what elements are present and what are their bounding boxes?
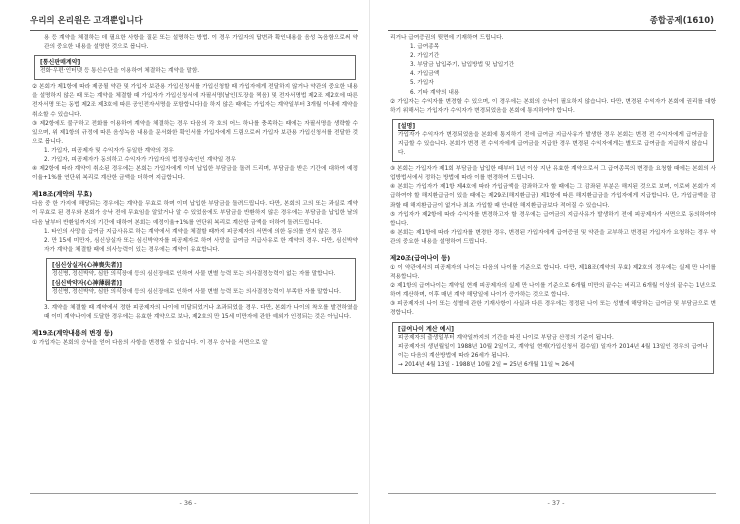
intro-paragraph: 리거나 급여증권의 뒷면에 기재하여 드립니다. — [390, 35, 504, 41]
left-page-number: - 36 - — [179, 499, 197, 507]
mail-order-contract-box — [34, 55, 356, 80]
left-page-body — [32, 34, 358, 496]
clause-3-item-1: 1. 가입자, 피공제자 및 수익자가 동일한 계약의 경우 — [44, 147, 174, 154]
intro-paragraph: 용 등 계약을 체결하는 데 필요한 사항을 질문 또는 설명하는 방법. 이 경우 가입자의 답변과 확인내용을 음성 녹음함으로써 약관의 중요한 내용을 설명한 것으로 봅니다. — [44, 35, 358, 51]
change-item: 3. 부담금 납입주기, 납입방법 및 납입기간 — [410, 62, 515, 69]
change-item: 5. 가입자 — [410, 80, 434, 87]
article-19-clause-1: ① 가입자는 본회의 승낙을 얻어 다음의 사항을 변경할 수 있습니다. 이 경우 승낙을 서면으로 알 — [32, 340, 268, 347]
clause-3: ③ 제2항에도 불구하고 전화를 이용하여 계약을 체결하는 경우 다음의 각 호의 어느 하나를 충족하는 때에는 자필서명을 생략할 수 있으며, 위 제1항의 규정에 따른 음성녹음 내용을 문서화한 확인서를 가입자에게 드림으로써 가입자 보관용 가입신청서를 전달한 것으로 봅니다. — [32, 120, 358, 145]
definition-title-2: [심신박약자(心神薄弱者)] — [52, 279, 122, 287]
article-20-clause-2: ② 제1항의 급여나이는 계약일 현재 피공제자의 실제 만 나이를 기준으로 6개월 미만의 끝수는 버리고 6개월 이상의 끝수는 1년으로 하여 계산하며, 이후 매년 계약 해당일에 나이가 증가하는 것으로 합니다. — [390, 283, 716, 299]
example-text-1: 피공제자의 출생일부터 계약일까지의 기간을 따진 나이로 부담금 산정의 기준이 됩니다. — [398, 334, 614, 341]
box-title: [설명] — [398, 122, 416, 130]
example-formula: → 2014년 4월 13일 - 1988년 10월 2일 = 25년 6개월 11일 ≒ 26세 — [398, 361, 575, 368]
article-20-clause-3: ③ 피공제자의 나이 또는 성별에 관한 기재사항이 사실과 다른 경우에는 정정된 나이 또는 성별에 해당하는 급여금 및 부담금으로 변경합니다. — [390, 301, 716, 317]
definition-text-2: 정신병, 정신박약, 심한 의식장애 등의 심신장애로 인하여 사물 변별 능력 또는 의사결정능력이 부족한 자를 말합니다. — [52, 288, 341, 295]
article-20-title: 제20조(급여나이 등) — [390, 253, 451, 262]
clause-2: ② 가입자는 수익자를 변경할 수 있으며, 이 경우에는 본회의 승낙이 필요하지 않습니다. 다만, 변경된 수익자가 본회에 권리를 대항하기 위해서는 가입자가 수익자가 변경되었음을 본회에 통지하여야 합니다. — [390, 98, 716, 114]
explanation-box — [392, 119, 714, 162]
clause-4: ④ 제2항에 따라 계약이 취소된 경우에는 본회는 가입자에게 이미 납입한 부담금을 돌려 드리며, 부담금을 받은 기간에 대하여 예정이율+1%를 연단위 복리로 계산한 금액을 더하여 지급합니다. — [32, 166, 358, 182]
change-item: 6. 기타 계약의 내용 — [410, 89, 460, 96]
clause-2: ② 본회가 제1항에 따라 제공될 약관 및 가입자 보관용 가입신청서를 가입신청할 때 가입자에게 전달하지 않거나 약관의 중요한 내용을 설명하지 않은 때 또는 계약을 체결할 때 가입자가 가입신청서에 자필서명(날인(도장을 찍음) 및 전자서명법 제2조 제2호에 따른 전자서명 또는 동법 제2조 제3호에 따른 공인전자서명을 포함합니다)을 하지 않은 때에는 가입자는 계약일부터 3개월 이내에 계약을 취소할 수 있습니다. — [32, 84, 358, 118]
clause-3-item-2: 2. 가입자, 피공제자가 동의하고 수익자가 가입자의 법정상속인인 계약일 경우 — [44, 157, 237, 164]
left-header-rule — [30, 30, 358, 31]
right-page-number: - 37 - — [547, 499, 565, 507]
article-18-item-1: 1. 타인의 사망을 급여금 지급사유로 하는 계약에서 계약을 체결할 때까지 피공제자의 서면에 의한 동의를 얻지 않은 경우 — [44, 228, 343, 235]
definition-title-1: [심신상실자(心神喪失者)] — [52, 261, 122, 269]
box-text: 전화·우편·인터넷 등 통신수단을 이용하여 체결하는 계약을 말함. — [40, 68, 200, 75]
box-title: [통신판매계약] — [40, 59, 81, 67]
left-page-header: 우리의 온리원은 고객뿐입니다 — [30, 16, 143, 26]
example-text-2: 피공제자의 생년월일이 1988년 10월 2일이고, 계약일 현재(가입신청서 접수일) 일자가 2014년 4월 13일인 경우의 급여나이는 다음의 계산방법에 따라 26세가 됩니다. — [398, 343, 708, 359]
clause-5: ⑤ 가입자가 제2항에 따라 수익자를 변경하고자 할 경우에는 급여금의 지급사유가 발생하기 전에 피공제자가 서면으로 동의하여야 합니다. — [390, 211, 716, 227]
change-item: 1. 급여종목 — [410, 44, 440, 51]
article-18-item-2: 2. 만 15세 미만자, 심신상실자 또는 심신박약자를 피공제자로 하여 사망을 급여금 지급사유로 한 계약의 경우. 다만, 심신박약자가 계약을 체결할 때에 의사능력이 있는 경우에는 계약이 유효합니다. — [44, 237, 358, 253]
change-item: 2. 가입기간 — [410, 53, 440, 60]
right-footer-rule — [388, 493, 716, 494]
left-footer-rule — [30, 493, 358, 494]
clause-4: ④ 본회는 가입자가 제1항 제4호에 따라 가입금액을 감좌하고자 할 때에는 그 감좌된 부분은 해지된 것으로 보며, 이로써 본회가 지급하여야 할 해지환급금이 있을 때에는 제29조(해지환급금) 제1항에 따른 해지환급금을 가입자에게 지급합니다. 단, 가입금액을 감좌할 때 해지환급금이 없거나 최초 가입할 때 안내한 해지환급금보다 적어질 수 있습니다. — [390, 184, 716, 209]
box-text: 가입자가 수익자가 변경되었음을 본회에 통지하기 전에 급여금 지급사유가 발생한 경우 본회는 변경 전 수익자에게 급여금을 지급할 수 있습니다. 본회가 변경 전 수익자에게 급여금을 지급한 경우 변경된 수익자에게는 별도로 급여금을 지급하지 않습니다. — [398, 131, 708, 157]
article-19-title: 제19조(계약내용의 변경 등) — [32, 329, 113, 338]
article-18-text: 다음 중 한 가지에 해당되는 경우에는 계약을 무효로 하며 이미 납입한 부담금을 돌려드립니다. 다만, 본회의 고의 또는 과실로 계약이 무효로 된 경우와 본회가 승낙 전에 무효임을 알았거나 알 수 있었음에도 부담금을 반환하지 않은 경우에는 부담금을 납입한 날의 다음 날부터 반환일까지의 기간에 대하여 본회는 예정이율+1%를 연단위 복리로 계산한 금액을 더하여 돌려드립니다. — [32, 201, 358, 226]
definition-text-1: 정신병, 정신박약, 심한 의식장애 등의 심신장애로 인하여 사물 변별 능력 또는 의사결정능력이 없는 자를 말합니다. — [52, 270, 336, 277]
change-item: 4. 가입금액 — [410, 71, 440, 78]
article-18-title: 제18조(계약의 무효) — [32, 190, 93, 199]
page-gutter — [369, 0, 370, 524]
box-title: [급여나이 계산 예시] — [398, 325, 455, 333]
clause-3: ③ 본회는 가입자가 제1회 부담금을 납입한 때부터 1년 이상 지난 유효한 계약으로서 그 급여종목의 변경을 요청할 때에는 본회의 사업방법서에서 정하는 방법에 따라 이를 변경하여 드립니다. — [390, 166, 716, 182]
right-page — [378, 0, 734, 524]
right-page-body — [390, 34, 716, 496]
definition-box — [46, 258, 356, 301]
age-calc-example-box — [392, 322, 714, 374]
right-page-header: 종합공제(1610) — [649, 16, 714, 26]
left-page — [10, 0, 366, 524]
article-20-clause-1: ① 이 약관에서의 피공제자의 나이는 다음의 나이를 기준으로 합니다. 다만, 제18조(계약의 무효) 제2호의 경우에는 실제 만 나이를 적용합니다. — [390, 264, 716, 281]
right-header-rule — [388, 30, 716, 31]
clause-6: ⑥ 본회는 제1항에 따라 가입자를 변경한 경우, 변경된 가입자에게 급여증권 및 약관을 교부하고 변경된 가입자가 요청하는 경우 약관의 중요한 내용을 설명하여 드립니다. — [390, 229, 716, 245]
article-18-item-3: 3. 계약을 체결할 때 계약에서 정한 피공제자의 나이에 미달되었거나 초과되었을 경우. 다만, 본회가 나이의 착오를 발견하였을 때 이미 계약나이에 도달한 경우에는 유효한 계약으로 보나, 제2호의 만 15세 미만자에 관한 예외가 인정되는 것은 아닙니다. — [44, 305, 358, 321]
